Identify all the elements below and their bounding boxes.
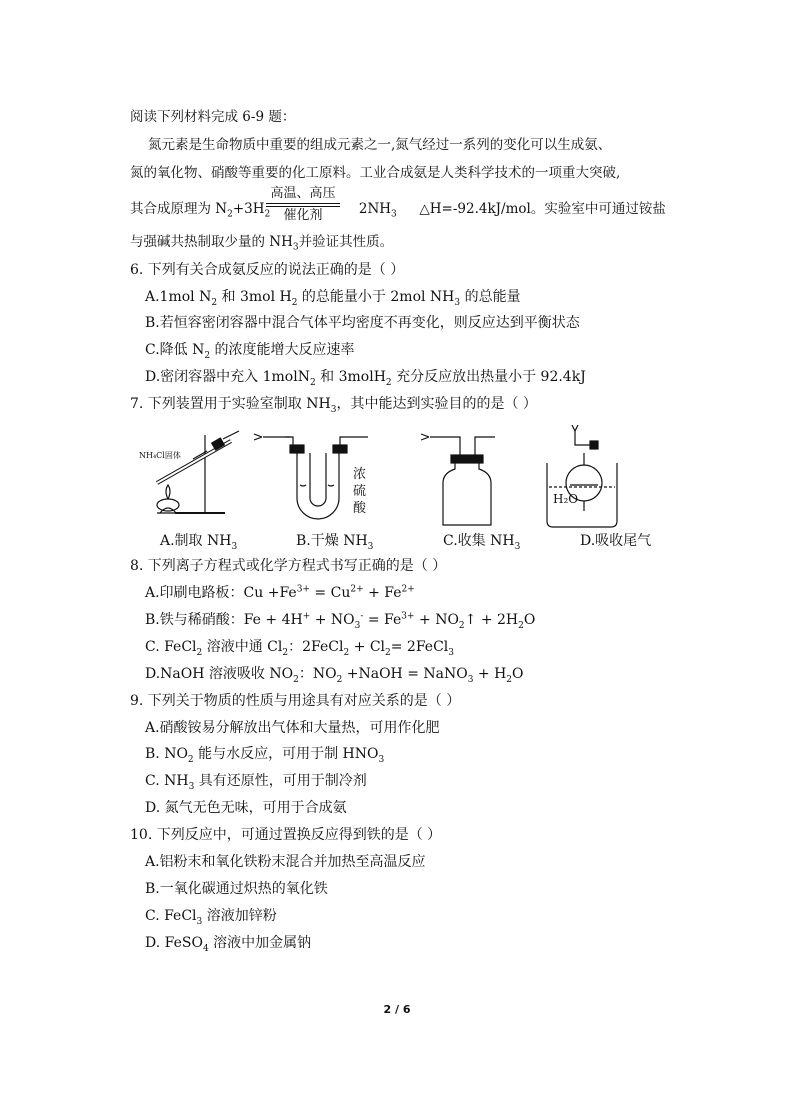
q8-option-c: C. FeCl$_2$ 溶液中通 $Cl_2$：2FeCl$_2$ + $Cl_2=$ 2FeCl$_3$ bbox=[145, 639, 454, 658]
q6-option-a: A.1mol $N_2$ 和 3mol $H_2$ 的总能量小于 2mol $NH_3$ 的总能量 bbox=[145, 289, 521, 308]
q6-stem: 6. 下列有关合成氨反应的说法正确的是（ ） bbox=[130, 262, 405, 278]
q10-option-b: B.一氧化碳通过炽热的氧化铁 bbox=[145, 881, 328, 897]
q10-option-a: A.铝粉末和氧化铁粉末混合并加热至高温反应 bbox=[145, 854, 426, 870]
intro-line-3: 其合成原理为 $N_2+3H_2$ $2NH_3$ △H=-92.4kJ/mol。实验室中可通过铵盐 bbox=[130, 201, 666, 220]
q8-option-d: D.NaOH 溶液吸收 $NO_2$：$NO_2$ +NaOH = NaNO$_3$ + $H_2O$ bbox=[145, 666, 524, 685]
q9-option-c: C. $NH_3$ 具有还原性，可用于制冷剂 bbox=[145, 773, 367, 792]
apparatus-b-u-tube bbox=[254, 434, 368, 519]
label-acid-2: 硫 bbox=[353, 484, 367, 499]
caption-d: D.吸收尾气 bbox=[580, 533, 652, 549]
q9-option-d: D. 氮气无色无味，可用于合成氨 bbox=[145, 800, 347, 816]
q8-option-a: A.印刷电路板：$Cu +Fe^{3+} = Cu^{2+} + Fe^{2+}$ bbox=[145, 584, 415, 601]
condition-arrow bbox=[266, 203, 340, 207]
q6-option-b: B.若恒容密闭容器中混合气体平均密度不再变化，则反应达到平衡状态 bbox=[145, 315, 580, 331]
label-acid-3: 酸 bbox=[353, 501, 367, 516]
reaction-condition bbox=[266, 186, 340, 223]
q9-stem: 9. 下列关于物质的性质与用途具有对应关系的是（ ） bbox=[130, 693, 461, 709]
q6-option-c: C.降低 $N_2$ 的浓度能增大反应速率 bbox=[145, 342, 355, 361]
q10-stem: 10. 下列反应中，可通过置换反应得到铁的是（ ） bbox=[130, 827, 442, 843]
caption-b: B.干燥 $NH_3$ bbox=[296, 533, 374, 552]
q6-option-d: D.密闭容器中充入 1molN$_2$ 和 3molH$_2$ 充分反应放出热量小于 92.4kJ bbox=[145, 369, 586, 388]
q10-option-d: D. FeSO$_4$ 溶液中加金属钠 bbox=[145, 935, 312, 954]
apparatus-a-heating bbox=[139, 431, 239, 513]
q8-stem: 8. 下列离子方程式或化学方程式书写正确的是（ ） bbox=[130, 558, 447, 574]
apparatus-c-gas-bottle bbox=[421, 434, 495, 525]
intro-heading: 阅读下列材料完成 6-9 题： bbox=[130, 109, 296, 125]
q9-option-a: A.硝酸铵易分解放出气体和大量热，可用作化肥 bbox=[145, 720, 440, 736]
intro-line-2: 氮的氧化物、硝酸等重要的化工原料。工业合成氨是人类科学技术的一项重大突破, bbox=[130, 165, 621, 181]
intro-line-4: 与强碱共热制取少量的 $NH_3$并验证其性质。 bbox=[130, 234, 394, 253]
intro-line-1: 氮元素是生命物质中重要的组成元素之一,氮气经过一系列的变化可以生成氨、 bbox=[148, 137, 612, 153]
caption-a: A.制取 $NH_3$ bbox=[160, 533, 238, 552]
q9-option-b: B. $NO_2$ 能与水反应，可用于制 $HNO_3$ bbox=[145, 746, 385, 765]
page-number: 2 / 6 bbox=[383, 1003, 411, 1016]
q8-option-b: B.铁与稀硝酸：$Fe + 4H^+ + NO_3^- = Fe^{3+}$ + $NO_2↑ + 2H_2O$ bbox=[145, 611, 536, 631]
condition-bottom: 催化剂 bbox=[283, 208, 323, 223]
label-nh4cl-solid: NH₄Cl固体 bbox=[139, 451, 181, 460]
label-acid-1: 浓 bbox=[353, 467, 367, 482]
caption-c: C.收集 $NH_3$ bbox=[443, 533, 521, 552]
condition-top: 高温、高压 bbox=[270, 186, 336, 201]
label-water: H₂O bbox=[553, 492, 579, 506]
q10-option-c: C. FeCl$_3$ 溶液加锌粉 bbox=[145, 908, 277, 927]
apparatus-d-beaker bbox=[547, 425, 617, 527]
q7-stem: 7. 下列装置用于实验室制取 $NH_3$，其中能达到实验目的的是（ ） bbox=[130, 396, 537, 415]
